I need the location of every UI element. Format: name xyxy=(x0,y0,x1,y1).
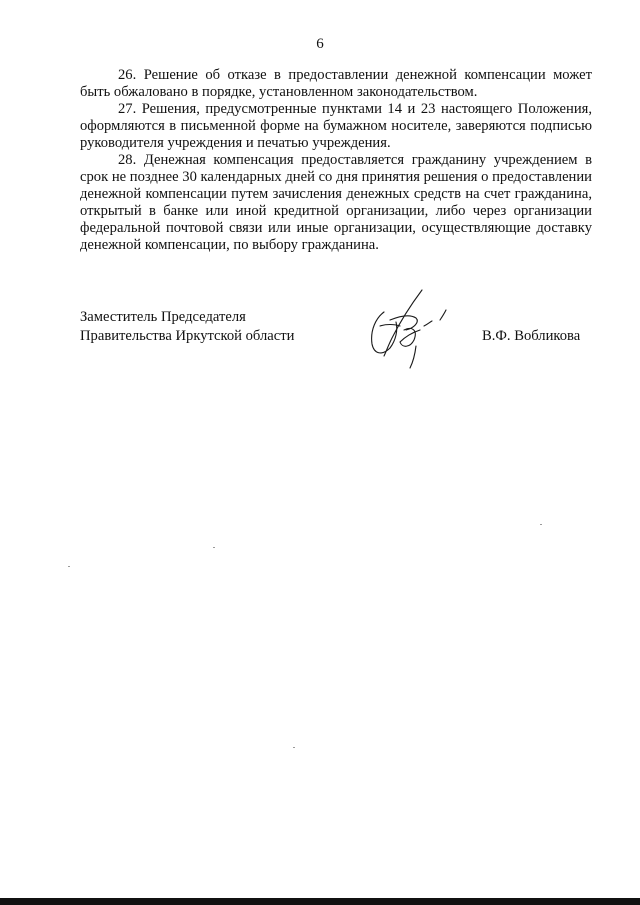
signatory-title-line-1: Заместитель Председателя xyxy=(80,309,246,325)
scan-speck xyxy=(68,566,70,567)
document-body xyxy=(80,67,592,254)
scan-speck xyxy=(540,524,542,525)
paragraph-26: 26. Решение об отказе в предоставлении денежной компенсации может быть обжаловано в порядке, установленном законодательством. xyxy=(80,67,592,100)
scan-bottom-edge xyxy=(0,898,640,905)
handwritten-signature xyxy=(360,286,460,370)
signatory-title xyxy=(80,308,294,346)
paragraph-28: 28. Денежная компенсация предоставляется гражданину учреждением в срок не позднее 30 календарных дней со дня принятия решения о предоставлении денежной компенсации путем зачисления денежных средств на счет гражданина, открытый в банке или иной кредитной организации, либо через организации федеральной почтовой связи или иные организации, осуществляющие доставку денежной компенсации, по выбору гражданина. xyxy=(80,152,592,253)
scan-speck xyxy=(213,547,215,548)
signatory-name: В.Ф. Вобликова xyxy=(482,328,581,344)
signatory-title-line-2: Правительства Иркутской области xyxy=(80,328,295,344)
paragraph-27: 27. Решения, предусмотренные пунктами 14 и 23 настоящего Положения, оформляются в письменной форме на бумажном носителе, заверяются подписью руководителя учреждения и печатью учреждения. xyxy=(80,101,592,151)
scan-speck xyxy=(293,747,295,748)
page-number: 6 xyxy=(316,36,324,52)
